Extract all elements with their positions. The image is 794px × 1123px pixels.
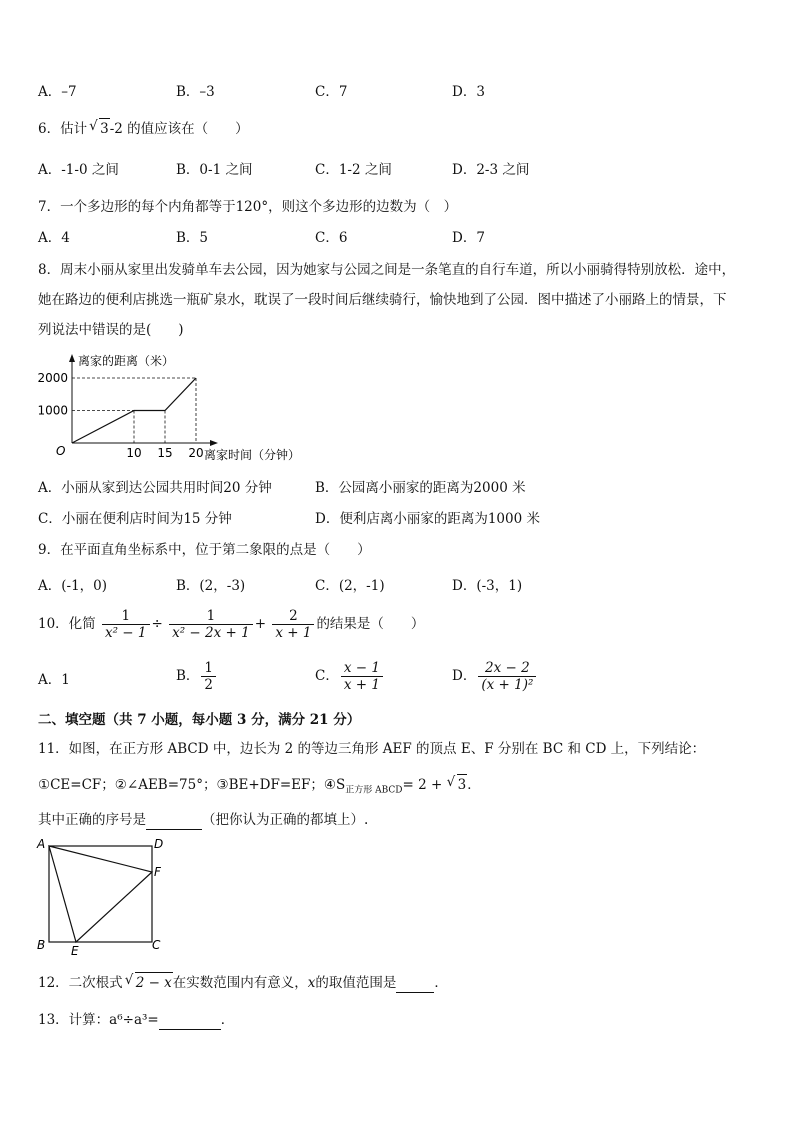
q6-option-c: C．1-2 之间 [315,162,392,178]
q8-line-1: 8．周末小丽从家里出发骑单车去公园，因为她家与公园之间是一条笔直的自行车道，所以小丽骑得特别放松．途中， [38,262,736,278]
q10-option-d-fraction: $\frac{2x - 2}{\text{(x + 1)²}}$ [478,660,536,693]
y-axis-arrow [69,354,75,362]
label-a: A [37,837,46,851]
q10-option-b: B． $\frac{1}{2}$ [176,660,218,693]
q10-question: 10．化简 $\frac{1}{\text{x² − 1}}$ ÷ $\frac{1}{\text{x² − 2x + 1}}$ + $\frac{2}{x + 1}$ 的结果是（ ） [38,608,425,641]
q12-question: 12．二次根式√ 2 − x在实数范围内有意义，x的取值范围是 ． [38,972,764,993]
q8-option-c: C．小丽在便利店时间为15 分钟 [38,511,232,527]
q9-option-a: A．(-1，0) [38,578,108,594]
q10-fraction-1: $\frac{1}{\text{x² − 1}}$ [102,608,150,641]
triangle-aef [49,846,152,942]
label-d: D [154,837,164,851]
chart-y-axis-label: 离家的距离（米） [78,354,175,368]
q7-option-c: C．6 [315,230,348,246]
q11-square-figure [34,836,169,956]
q6-option-d: D．2-3 之间 [452,162,530,178]
label-f: F [154,865,161,879]
q10-fraction-2: $\frac{1}{\text{x² − 2x + 1}}$ [169,608,253,641]
x-tick-10: 10 [126,446,142,460]
q12-answer-blank[interactable] [396,978,434,993]
q9-option-d: D．(-3，1) [452,578,523,594]
label-c: C [152,938,161,952]
q13-question: 13．计算：a⁶÷a³= ． [38,1012,235,1028]
x-tick-20: 20 [188,446,204,460]
q7-option-a: A．4 [38,230,70,246]
x-tick-15: 15 [157,446,173,460]
q11-line-2: ①CE=CF；②∠AEB=75°；③BE+DF=EF；$④S_{正方形 ABCD}= 2$ + √ 3． [38,774,764,801]
q8-option-b: B．公园离小丽家的距离为2000 米 [315,480,526,496]
q13-answer-blank[interactable] [159,1015,221,1030]
q6-question: 6．估计√ 3-2 的值应该在（ ） [38,118,764,139]
square-abcd [49,846,152,942]
label-b: B [37,938,46,952]
q10-option-b-fraction: $\frac{1}{2}$ [201,660,216,693]
q5-option-b: B．–3 [176,84,215,100]
q11-line-3: 其中正确的序号是 （把你认为正确的都填上）. [38,812,369,828]
q7-question: 7．一个多边形的每个内角都等于120°，则这个多边形的边数为（ ） [38,199,458,215]
y-tick-1000: 1000 [37,403,68,418]
q9-question: 9．在平面直角坐标系中，位于第二象限的点是（ ） [38,542,371,558]
q8-line-3: 列说法中错误的是( ) [38,322,184,338]
q8-line-2: 她在路边的便利店挑选一瓶矿泉水，耽误了一段时间后继续骑行，愉快地到了公园．图中描述了小丽路上的情景，下 [38,292,727,308]
q11-answer-blank[interactable] [146,815,202,830]
chart-x-axis-label: 离家时间（分钟） [204,448,301,462]
q8-distance-time-chart [30,345,330,470]
chart-origin-label: O [56,444,66,458]
section-2-heading: 二、填空题（共 7 小题，每小题 3 分，满分 21 分） [38,712,361,728]
q5-option-d: D．3 [452,84,485,100]
q8-option-d: D．便利店离小丽家的距离为1000 米 [315,511,540,527]
q10-option-d: D． $\frac{2x - 2}{\text{(x + 1)²}}$ [452,660,538,693]
x-axis-arrow [210,440,218,446]
y-tick-2000: 2000 [37,371,68,385]
q7-option-b: B．5 [176,230,209,246]
q5-option-a: A．–7 [38,84,77,100]
q6-option-a: A．-1-0 之间 [38,162,119,178]
q5-option-c: C．7 [315,84,348,100]
q9-option-c: C．(2，-1) [315,578,385,594]
q10-option-c-fraction: $\frac{x - 1}{x + 1}$ [341,660,383,693]
q6-radical: √ 3 [99,118,110,139]
q8-option-a: A．小丽从家到达公园共用时间20 分钟 [38,480,272,496]
q11-line-1: 11．如图，在正方形 ABCD 中，边长为 2 的等边三角形 AEF 的顶点 E、F 分别在 BC 和 CD 上，下列结论： [38,741,706,757]
q9-option-b: B．(2，-3) [176,578,246,594]
q10-option-a: A．1 [38,672,70,688]
q10-fraction-3: $\frac{2}{x + 1}$ [272,608,314,641]
label-e: E [71,944,79,956]
q10-option-c: C． $\frac{x - 1}{x + 1}$ [315,660,385,693]
q6-option-b: B．0-1 之间 [176,162,253,178]
q7-option-d: D．7 [452,230,485,246]
